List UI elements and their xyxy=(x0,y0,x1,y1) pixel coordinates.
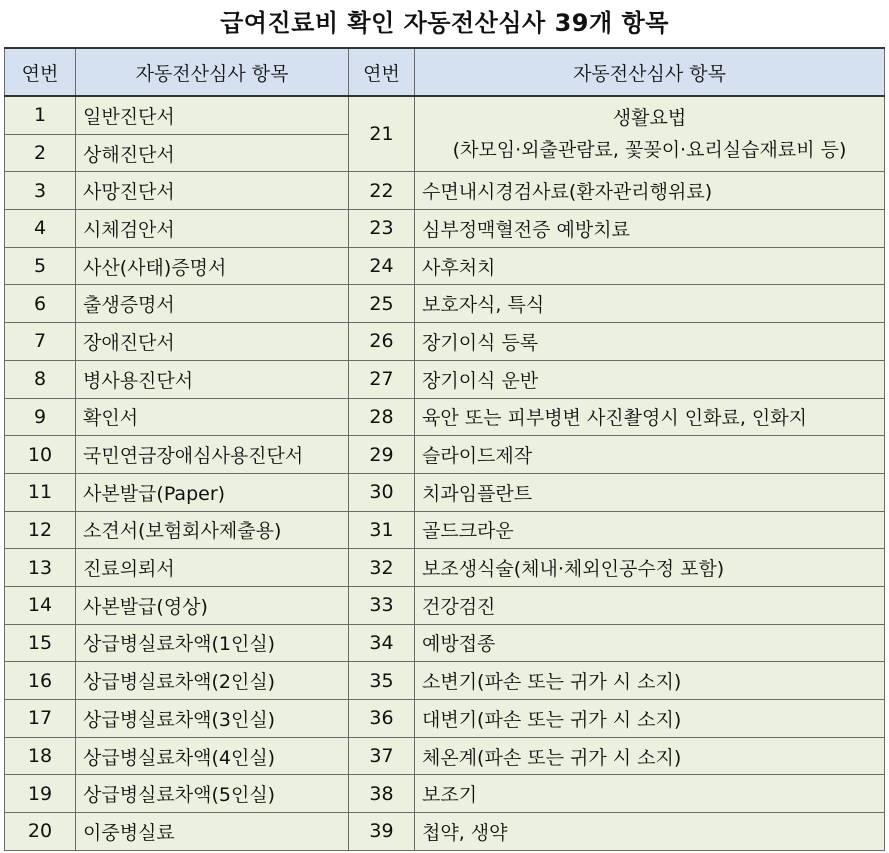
row-number: 21 xyxy=(349,96,415,172)
row-number: 32 xyxy=(349,549,415,587)
row-number: 31 xyxy=(349,511,415,549)
row-item: 이중병실료 xyxy=(76,813,349,851)
table-row xyxy=(5,813,885,851)
page-title: 급여진료비 확인 자동전산심사 39개 항목 xyxy=(220,9,669,37)
row-item: 국민연금장애심사용진단서 xyxy=(76,436,349,474)
table-row xyxy=(5,247,885,285)
table-body xyxy=(5,96,885,850)
row-number: 2 xyxy=(5,134,76,172)
table-row xyxy=(5,360,885,398)
row-number: 6 xyxy=(5,285,76,323)
table-row xyxy=(5,96,885,134)
row-number: 7 xyxy=(5,323,76,361)
table-row xyxy=(5,473,885,511)
row-number: 15 xyxy=(5,624,76,662)
row-number: 5 xyxy=(5,247,76,285)
row-item: 사후처치 xyxy=(415,247,885,285)
row-item: 골드크라운 xyxy=(415,511,885,549)
table-row xyxy=(5,662,885,700)
table-row xyxy=(5,172,885,210)
row-number: 36 xyxy=(349,700,415,738)
table-row xyxy=(5,586,885,624)
row-item: 보호자식, 특식 xyxy=(415,285,885,323)
table-row xyxy=(5,210,885,248)
row-number: 4 xyxy=(5,210,76,248)
row-item: 사본발급(영상) xyxy=(76,586,349,624)
row-number: 29 xyxy=(349,436,415,474)
row-item: 사본발급(Paper) xyxy=(76,473,349,511)
table-row xyxy=(5,398,885,436)
row-item: 심부정맥혈전증 예방치료 xyxy=(415,210,885,248)
row-item: 상해진단서 xyxy=(76,134,349,172)
row-number: 35 xyxy=(349,662,415,700)
table-row xyxy=(5,436,885,474)
row-item: 보조기 xyxy=(415,775,885,813)
table-row xyxy=(5,511,885,549)
header-no-right: 연번 xyxy=(349,48,415,96)
row-item: 수면내시경검사료(환자관리행위료) xyxy=(415,172,885,210)
row-number: 8 xyxy=(5,360,76,398)
row-number: 37 xyxy=(349,737,415,775)
row-number: 33 xyxy=(349,586,415,624)
row-number: 24 xyxy=(349,247,415,285)
row-item: 상급병실료차액(3인실) xyxy=(76,700,349,738)
review-items-table xyxy=(4,47,885,851)
row-item: 치과임플란트 xyxy=(415,473,885,511)
row-number: 20 xyxy=(5,813,76,851)
table-row xyxy=(5,775,885,813)
row-item: 대변기(파손 또는 귀가 시 소지) xyxy=(415,700,885,738)
header-no-left: 연번 xyxy=(5,48,76,96)
row-number: 34 xyxy=(349,624,415,662)
merged-item-line1: 생활요법 xyxy=(612,107,687,130)
row-item: 장기이식 등록 xyxy=(415,323,885,361)
row-number: 10 xyxy=(5,436,76,474)
table-row xyxy=(5,624,885,662)
row-number: 25 xyxy=(349,285,415,323)
row-item: 진료의뢰서 xyxy=(76,549,349,587)
row-item: 확인서 xyxy=(76,398,349,436)
row-item: 육안 또는 피부병변 사진촬영시 인화료, 인화지 xyxy=(415,398,885,436)
row-item-merged xyxy=(415,96,885,172)
row-item: 건강검진 xyxy=(415,586,885,624)
header-item-left: 자동전산심사 항목 xyxy=(76,48,349,96)
table-row xyxy=(5,737,885,775)
row-number: 1 xyxy=(5,96,76,134)
row-item: 상급병실료차액(1인실) xyxy=(76,624,349,662)
row-number: 3 xyxy=(5,172,76,210)
merged-item-line2: (차모임·외출관람료, 꽃꽂이·요리실습재료비 등) xyxy=(452,139,847,162)
row-item: 병사용진단서 xyxy=(76,360,349,398)
row-item: 상급병실료차액(5인실) xyxy=(76,775,349,813)
header-item-right: 자동전산심사 항목 xyxy=(415,48,885,96)
row-item: 소견서(보험회사제출용) xyxy=(76,511,349,549)
table-row xyxy=(5,549,885,587)
row-item: 장기이식 운반 xyxy=(415,360,885,398)
row-number: 23 xyxy=(349,210,415,248)
row-item: 시체검안서 xyxy=(76,210,349,248)
row-item: 상급병실료차액(4인실) xyxy=(76,737,349,775)
table-header-row xyxy=(5,48,885,96)
row-number: 18 xyxy=(5,737,76,775)
row-number: 11 xyxy=(5,473,76,511)
row-number: 28 xyxy=(349,398,415,436)
row-number: 13 xyxy=(5,549,76,587)
table-row xyxy=(5,285,885,323)
row-number: 27 xyxy=(349,360,415,398)
row-item: 상급병실료차액(2인실) xyxy=(76,662,349,700)
row-item: 출생증명서 xyxy=(76,285,349,323)
row-item: 첩약, 생약 xyxy=(415,813,885,851)
row-item: 일반진단서 xyxy=(76,96,349,134)
row-number: 30 xyxy=(349,473,415,511)
row-number: 19 xyxy=(5,775,76,813)
table-row xyxy=(5,700,885,738)
row-number: 22 xyxy=(349,172,415,210)
row-item: 사산(사태)증명서 xyxy=(76,247,349,285)
row-number: 26 xyxy=(349,323,415,361)
row-number: 39 xyxy=(349,813,415,851)
row-number: 38 xyxy=(349,775,415,813)
row-number: 9 xyxy=(5,398,76,436)
row-number: 12 xyxy=(5,511,76,549)
row-number: 16 xyxy=(5,662,76,700)
row-item: 사망진단서 xyxy=(76,172,349,210)
row-item: 예방접종 xyxy=(415,624,885,662)
row-item: 보조생식술(체내·체외인공수정 포함) xyxy=(415,549,885,587)
row-item: 슬라이드제작 xyxy=(415,436,885,474)
row-number: 17 xyxy=(5,700,76,738)
row-item: 장애진단서 xyxy=(76,323,349,361)
table-row xyxy=(5,323,885,361)
row-item: 체온계(파손 또는 귀가 시 소지) xyxy=(415,737,885,775)
row-number: 14 xyxy=(5,586,76,624)
row-item: 소변기(파손 또는 귀가 시 소지) xyxy=(415,662,885,700)
